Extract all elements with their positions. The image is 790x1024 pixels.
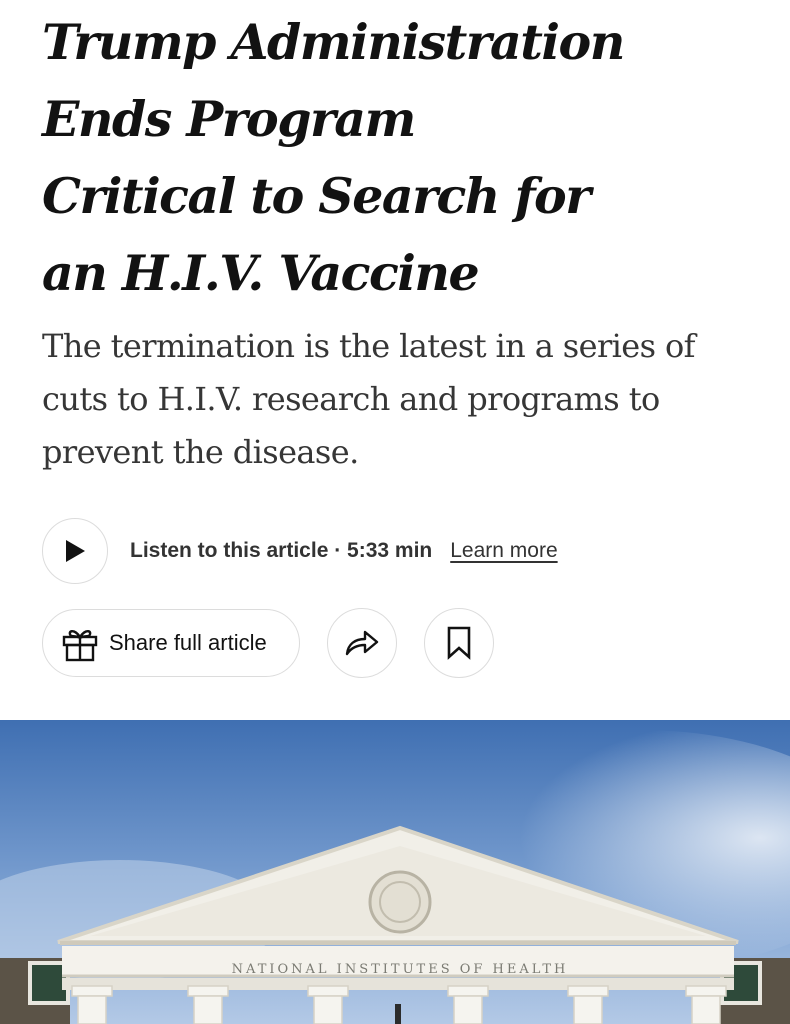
listen-label: Listen to this article · 5:33 min — [130, 539, 433, 562]
headline-line: an H.I.V. Vaccine — [42, 244, 479, 302]
building-inscription: NATIONAL INSTITUTES OF HEALTH — [231, 962, 569, 977]
listen-bar — [42, 517, 682, 585]
headline-line: Ends Program — [42, 90, 415, 148]
summary-line: The termination is the latest in a series of — [42, 327, 695, 365]
article-actions — [42, 608, 494, 678]
headline-line: Critical to Search for — [42, 167, 590, 225]
bookmark-button[interactable] — [424, 608, 494, 678]
learn-more-link[interactable]: Learn more — [450, 539, 558, 562]
play-icon — [64, 539, 86, 563]
headline — [42, 4, 762, 312]
summary — [42, 320, 762, 479]
bookmark-icon — [446, 626, 472, 660]
play-button[interactable] — [42, 518, 108, 584]
gift-icon — [61, 624, 99, 662]
nih-building-image — [0, 720, 790, 1024]
summary-line: prevent the disease. — [42, 433, 359, 471]
forward-button[interactable] — [327, 608, 397, 678]
summary-line: cuts to H.I.V. research and programs to — [42, 380, 660, 418]
share-label: Share full article — [109, 630, 267, 655]
headline-line: Trump Administration — [42, 13, 624, 71]
share-full-article-button[interactable] — [42, 609, 300, 677]
article-photo — [0, 720, 790, 1024]
forward-arrow-icon — [344, 628, 380, 658]
